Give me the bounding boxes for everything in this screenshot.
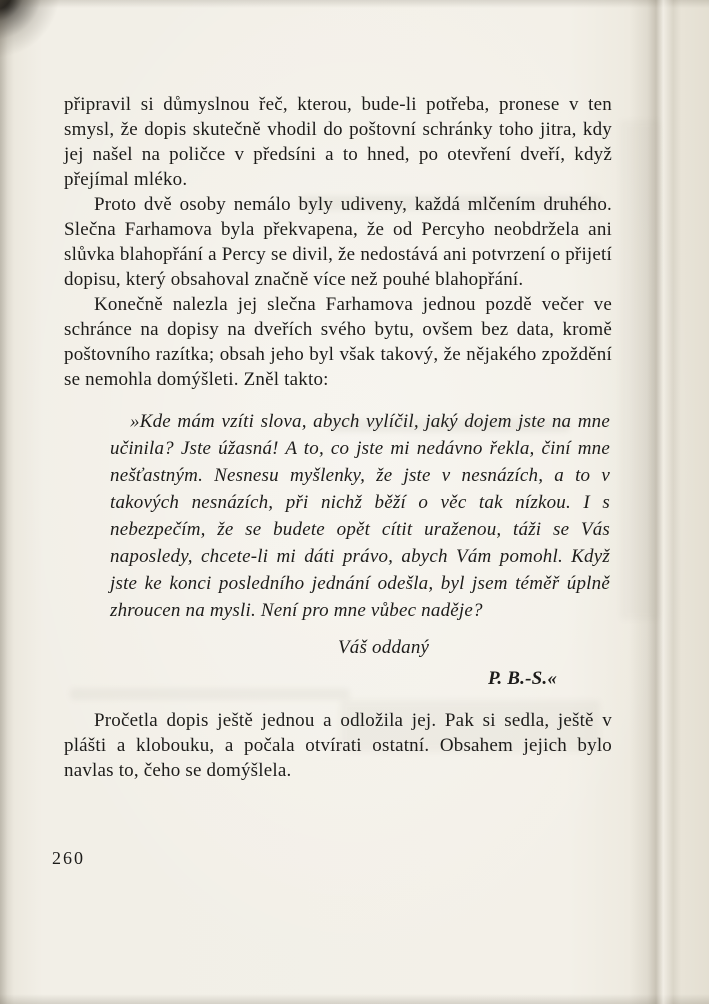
- page-crease: [629, 0, 681, 1004]
- paragraph-4: Pročetla dopis ještě jednou a odložila jej. Pak si sedla, ještě v plášti a klobouku, a počala otvírati ostatní. Obsahem jejich bylo navlas to, čeho se domýšlela.: [64, 710, 612, 781]
- paragraph-1: připravil si důmyslnou řeč, kterou, bude-li potřeba, pronese v ten smysl, že dopis skutečně vhodil do poštovní schránky toho jitra, kdy jej našel na poličce v předsíni a to hned, po otevření dveří, když přejímal mléko.: [64, 94, 612, 190]
- letter-block: [110, 408, 610, 692]
- paragraph-2: Proto dvě osoby nemálo byly udiveny, každá mlčením druhého. Slečna Farhamova byla překvapena, že od Percyho neobdržela ani slůvka blahopřání a Percy se divil, že nedostává ani potvrzení o přijetí dopisu, který obsahoval značně více než pouhé blahopřání.: [64, 194, 612, 290]
- scan-bottom-edge-shadow: [0, 994, 709, 1004]
- letter-body: »Kde mám vzíti slova, abych vylíčil, jaký dojem jste na mne učinila? Jste úžasná! A to, co jste mi nedávno řekla, činí mne nešťastným. Nesnesu myšlenky, že jste v nesnázích, a to v takových nesnázích, při nichž běží o věc tak nízkou. I s nebezpečím, že se budete opět cítit uraženou, táži se Vás naposledy, chcete-li mi dáti právo, abych Vám pomohl. Když jste ke konci posledního jednání odešla, byl jsem téměř úplně zhroucen na mysli. Není pro mne vůbec naděje?: [110, 411, 610, 621]
- scan-left-edge-shadow: [0, 0, 14, 1004]
- page-number: 260: [52, 848, 85, 868]
- ink-bleedthrough: [620, 120, 660, 620]
- letter-signature: Váš oddaný: [338, 637, 430, 658]
- scan-top-edge-shadow: [0, 0, 709, 8]
- paragraph-3: Konečně nalezla jej slečna Farhamova jednou pozdě večer ve schránce na dopisy na dveřích svého bytu, ovšem bez data, kromě poštovního razítka; obsah jeho byl však takový, že nějakého zpoždění se nemohla domýšleti. Zněl takto:: [64, 294, 612, 390]
- text-block: [64, 92, 612, 783]
- letter-initials: P. B.-S.«: [488, 668, 558, 689]
- scan-corner-shadow: [0, 0, 90, 70]
